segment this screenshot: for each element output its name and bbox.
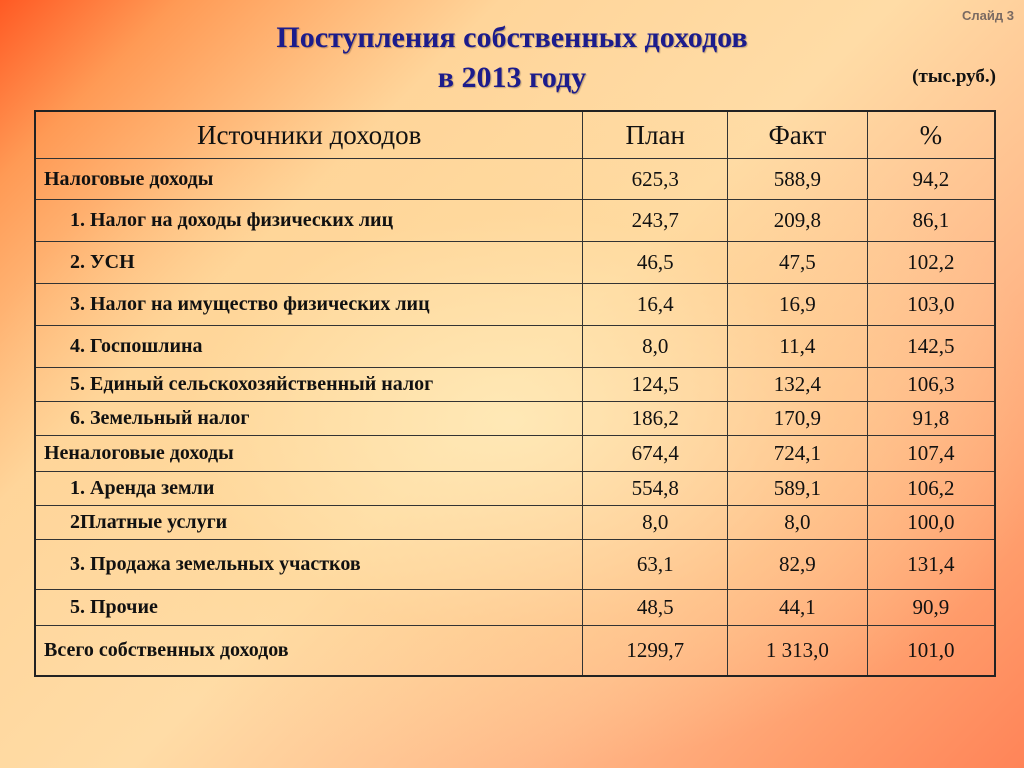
row-plan: 124,5 [583, 368, 728, 402]
row-name: 1. Аренда земли [35, 472, 583, 506]
table-row [35, 402, 995, 436]
table-row [35, 436, 995, 472]
row-plan: 243,7 [583, 200, 728, 242]
row-plan: 625,3 [583, 159, 728, 200]
row-percent: 107,4 [867, 436, 995, 472]
row-fact: 16,9 [728, 284, 868, 326]
row-percent: 106,2 [867, 472, 995, 506]
row-name: Всего собственных доходов [35, 626, 583, 676]
row-percent: 142,5 [867, 326, 995, 368]
row-percent: 102,2 [867, 242, 995, 284]
row-plan: 1299,7 [583, 626, 728, 676]
row-fact: 8,0 [728, 506, 868, 540]
row-plan: 8,0 [583, 326, 728, 368]
row-fact: 82,9 [728, 540, 868, 590]
table-header-row [35, 111, 995, 159]
page-title [0, 18, 1024, 98]
row-fact: 209,8 [728, 200, 868, 242]
table-row [35, 590, 995, 626]
row-plan: 48,5 [583, 590, 728, 626]
row-plan: 674,4 [583, 436, 728, 472]
table-row [35, 506, 995, 540]
row-fact: 170,9 [728, 402, 868, 436]
table-row [35, 540, 995, 590]
row-name: 3. Налог на имущество физических лиц [35, 284, 583, 326]
row-percent: 94,2 [867, 159, 995, 200]
row-fact: 47,5 [728, 242, 868, 284]
row-name: 1. Налог на доходы физических лиц [35, 200, 583, 242]
income-table [34, 110, 996, 677]
units-label: (тыс.руб.) [912, 66, 996, 87]
slide-number: Слайд 3 [962, 8, 1014, 23]
table-row [35, 472, 995, 506]
row-fact: 589,1 [728, 472, 868, 506]
table-row [35, 326, 995, 368]
row-percent: 103,0 [867, 284, 995, 326]
table-row [35, 242, 995, 284]
table-row [35, 159, 995, 200]
row-fact: 132,4 [728, 368, 868, 402]
row-plan: 16,4 [583, 284, 728, 326]
table-row [35, 368, 995, 402]
title-line-2: в 2013 году [437, 61, 587, 94]
row-plan: 63,1 [583, 540, 728, 590]
row-name: Неналоговые доходы [35, 436, 583, 472]
row-percent: 100,0 [867, 506, 995, 540]
header-fact: Факт [728, 111, 868, 159]
row-plan: 554,8 [583, 472, 728, 506]
row-percent: 101,0 [867, 626, 995, 676]
table-row-total [35, 626, 995, 676]
row-percent: 91,8 [867, 402, 995, 436]
row-percent: 90,9 [867, 590, 995, 626]
table-row [35, 200, 995, 242]
row-name: 3. Продажа земельных участков [35, 540, 583, 590]
title-line-1: Поступления собственных доходов [276, 21, 748, 54]
row-name: 5. Единый сельскохозяйственный налог [35, 368, 583, 402]
header-percent: % [867, 111, 995, 159]
row-name: Налоговые доходы [35, 159, 583, 200]
row-name: 5. Прочие [35, 590, 583, 626]
row-fact: 1 313,0 [728, 626, 868, 676]
row-percent: 131,4 [867, 540, 995, 590]
table-row [35, 284, 995, 326]
row-fact: 724,1 [728, 436, 868, 472]
row-percent: 106,3 [867, 368, 995, 402]
header-plan: План [583, 111, 728, 159]
row-plan: 186,2 [583, 402, 728, 436]
row-name: 6. Земельный налог [35, 402, 583, 436]
row-percent: 86,1 [867, 200, 995, 242]
row-fact: 44,1 [728, 590, 868, 626]
row-name: 4. Госпошлина [35, 326, 583, 368]
row-name: 2Платные услуги [35, 506, 583, 540]
row-plan: 46,5 [583, 242, 728, 284]
row-name: 2. УСН [35, 242, 583, 284]
row-fact: 588,9 [728, 159, 868, 200]
row-plan: 8,0 [583, 506, 728, 540]
row-fact: 11,4 [728, 326, 868, 368]
header-source: Источники доходов [35, 111, 583, 159]
